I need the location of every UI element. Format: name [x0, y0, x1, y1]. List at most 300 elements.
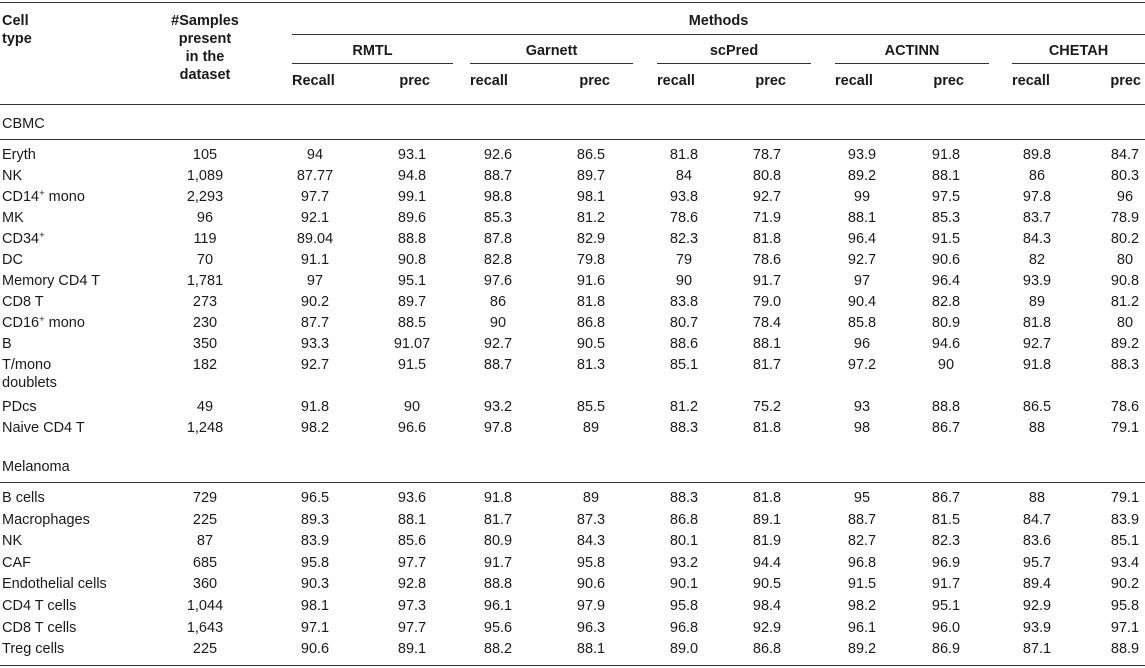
header-sub-recall: recall: [470, 73, 508, 89]
row-value: 97.7: [300, 189, 330, 205]
row-value: 93.1: [397, 147, 427, 163]
row-value: 81.2: [576, 210, 606, 226]
row-label: [2, 597, 76, 615]
row-value: 82.3: [669, 231, 699, 247]
row-value: 81.2: [669, 399, 699, 415]
row-value: 85.1: [1110, 533, 1140, 550]
row-value: 92.6: [483, 147, 513, 163]
row-value: 88.7: [483, 357, 513, 373]
row-value: 81.3: [576, 357, 606, 373]
row-value: 87.1: [1022, 641, 1052, 658]
row-value: 95.1: [931, 598, 961, 614]
row-samples: 70: [196, 252, 214, 268]
row-value: 93.4: [1110, 554, 1140, 571]
row-value: 78.6: [752, 252, 782, 268]
row-label-text: NK: [2, 533, 23, 550]
row-value: 81.5: [931, 511, 961, 528]
row-value: 88.3: [1110, 357, 1140, 373]
row-value: 85.8: [847, 315, 877, 331]
row-value: 93.9: [1022, 619, 1052, 636]
row-value: 95.8: [300, 554, 330, 571]
row-label-text: Naive CD4 T: [2, 420, 85, 436]
row-value: 88.1: [576, 641, 606, 658]
header-method-scpred: scPred: [709, 43, 759, 59]
row-value: 89.6: [397, 210, 427, 226]
row-label: [2, 356, 51, 374]
row-label: [2, 293, 44, 311]
row-value: 85.1: [669, 357, 699, 373]
row-value: 93.9: [847, 147, 877, 163]
row-label: [2, 489, 45, 507]
row-value: 80: [1116, 315, 1134, 331]
row-value: 92.1: [300, 210, 330, 226]
row-value: 92.9: [1022, 598, 1052, 614]
row-value: 90.5: [752, 576, 782, 593]
row-value: 81.7: [752, 357, 782, 373]
row-value: 78.7: [752, 147, 782, 163]
row-value: 96.3: [576, 619, 606, 636]
row-value: 85.3: [483, 210, 513, 226]
row-value: 90: [403, 399, 421, 415]
row-value: 89.0: [669, 641, 699, 658]
row-label-text: B: [2, 336, 12, 352]
row-value: 97.6: [483, 273, 513, 289]
row-label: [2, 230, 45, 248]
row-value: 95.1: [397, 273, 427, 289]
row-value: 96.0: [931, 619, 961, 636]
row-value: 88: [1028, 490, 1046, 506]
row-label-text: Macrophages: [2, 511, 90, 528]
method-underline-actinn: [835, 63, 989, 64]
top-rule: [0, 2, 1145, 3]
row-value: 90.3: [300, 576, 330, 593]
row-label: [2, 146, 36, 164]
row-value: 90: [489, 315, 507, 331]
row-value: 88.1: [752, 336, 782, 352]
row-label: [2, 619, 76, 637]
row-value: 89.2: [1110, 336, 1140, 352]
row-value: 96.9: [931, 554, 961, 571]
row-value: 79.8: [576, 252, 606, 268]
row-value: 87.3: [576, 511, 606, 528]
row-value: 97.8: [483, 420, 513, 436]
row-value: 97.8: [1022, 189, 1052, 205]
row-label-text: NK: [2, 168, 23, 184]
row-value: 84: [675, 168, 693, 184]
row-label-text: Treg cells: [2, 641, 65, 658]
row-value: 81.9: [752, 533, 782, 550]
row-value: 79.1: [1110, 490, 1140, 506]
row-value: 80: [1116, 252, 1134, 268]
row-label: [2, 335, 12, 353]
row-value: 97.3: [397, 598, 427, 614]
row-value: 80.8: [752, 168, 782, 184]
row-value: 96.5: [300, 490, 330, 506]
row-value: 99.1: [397, 189, 427, 205]
row-label: [2, 398, 37, 416]
row-value: 88.8: [483, 576, 513, 593]
row-value: 80.9: [931, 315, 961, 331]
header-samples-line1: #Samples: [171, 13, 239, 29]
header-sub-recall: Recall: [292, 73, 335, 89]
row-value: 81.2: [1110, 294, 1140, 310]
row-label: [2, 532, 22, 550]
row-value: 84.3: [576, 533, 606, 550]
row-value: 86: [489, 294, 507, 310]
row-value: 86.8: [576, 315, 606, 331]
row-value: 88.2: [483, 641, 513, 658]
row-value: 89: [582, 420, 600, 436]
row-value: 78.4: [752, 315, 782, 331]
row-value: 84.3: [1022, 231, 1052, 247]
row-value: 90.8: [397, 252, 427, 268]
row-value: 82: [1028, 252, 1046, 268]
row-samples: 1,248: [186, 420, 224, 436]
row-value: 94.6: [931, 336, 961, 352]
row-value: 82.3: [931, 533, 961, 550]
row-value: 87.8: [483, 231, 513, 247]
row-value: 90.4: [847, 294, 877, 310]
row-samples: 230: [192, 315, 218, 331]
row-value: 98.4: [752, 598, 782, 614]
row-value: 92.7: [300, 357, 330, 373]
row-value: 94.8: [397, 168, 427, 184]
row-value: 88: [1028, 420, 1046, 436]
row-value: 89.2: [847, 168, 877, 184]
row-samples: 273: [192, 294, 218, 310]
row-samples: 49: [196, 399, 214, 415]
row-label-text: MK: [2, 210, 24, 226]
header-sub-prec: prec: [933, 73, 964, 89]
row-value: 95.8: [1110, 598, 1140, 614]
row-value: 90.2: [300, 294, 330, 310]
section-title-melanoma: Melanoma: [2, 459, 70, 475]
row-value: 81.8: [1022, 315, 1052, 331]
header-method-chetah: CHETAH: [1048, 43, 1109, 59]
row-value: 80.7: [669, 315, 699, 331]
row-value: 96.8: [847, 554, 877, 571]
row-value: 92.7: [847, 252, 877, 268]
row-value: 97.9: [576, 598, 606, 614]
cbmc-section-rule: [0, 139, 1145, 140]
row-value: 79.0: [752, 294, 782, 310]
row-value: 92.8: [397, 576, 427, 593]
row-value: 97.1: [300, 619, 330, 636]
row-value: 89: [582, 490, 600, 506]
row-value: 86.9: [931, 641, 961, 658]
row-value: 90.6: [576, 576, 606, 593]
header-samples-line3: in the: [185, 49, 225, 65]
row-value: 82.8: [483, 252, 513, 268]
row-value: 91.5: [931, 231, 961, 247]
row-value: 93.2: [669, 554, 699, 571]
row-samples: 182: [192, 357, 218, 373]
row-value: 89: [1028, 294, 1046, 310]
row-value: 82.9: [576, 231, 606, 247]
row-value: 97.7: [397, 554, 427, 571]
row-value: 71.9: [752, 210, 782, 226]
row-value: 87.77: [296, 168, 334, 184]
row-samples: 360: [192, 576, 218, 593]
row-value: 98: [853, 420, 871, 436]
row-value: 92.7: [483, 336, 513, 352]
row-value: 96.6: [397, 420, 427, 436]
header-samples-line2: present: [178, 31, 232, 47]
row-value: 85.3: [931, 210, 961, 226]
row-label-text: CD34: [2, 231, 40, 247]
row-value: 91.8: [1022, 357, 1052, 373]
row-label-text: CD8 T cells: [2, 619, 77, 636]
row-label: [2, 251, 23, 269]
row-value: 93.8: [669, 189, 699, 205]
row-value: 89.1: [752, 511, 782, 528]
row-value: 85.5: [576, 399, 606, 415]
header-cell-type-line2: type: [2, 31, 32, 47]
row-value: 88.8: [931, 399, 961, 415]
row-value: 90.8: [1110, 273, 1140, 289]
row-value: 93.6: [397, 490, 427, 506]
header-methods: Methods: [688, 13, 749, 29]
row-value: 84.7: [1022, 511, 1052, 528]
row-value: 88.6: [669, 336, 699, 352]
row-label-text: CD16: [2, 315, 40, 331]
row-value: 88.1: [931, 168, 961, 184]
row-value: 95.8: [669, 598, 699, 614]
row-value: 98.1: [576, 189, 606, 205]
row-value: 98.2: [300, 420, 330, 436]
header-sub-prec: prec: [755, 73, 786, 89]
row-label-text: CAF: [2, 554, 31, 571]
row-samples: 685: [192, 554, 218, 571]
melanoma-section-rule: [0, 482, 1145, 483]
row-samples: 1,089: [186, 168, 224, 184]
row-value: 90.1: [669, 576, 699, 593]
row-value: 85.6: [397, 533, 427, 550]
row-value: 78.6: [669, 210, 699, 226]
row-samples: 96: [196, 210, 214, 226]
row-value: 89.4: [1022, 576, 1052, 593]
row-value: 79: [675, 252, 693, 268]
row-value: 86.7: [931, 490, 961, 506]
row-value: 94: [306, 147, 324, 163]
row-samples: 225: [192, 511, 218, 528]
row-label-text: T/mono: [2, 357, 52, 373]
row-value: 97.1: [1110, 619, 1140, 636]
row-value: 90.6: [931, 252, 961, 268]
row-value: 79.1: [1110, 420, 1140, 436]
row-label-text: Memory CD4 T: [2, 273, 101, 289]
row-label-superscript: +: [39, 230, 45, 241]
row-label: [2, 167, 22, 185]
row-value: 94.4: [752, 554, 782, 571]
row-value: 88.8: [397, 231, 427, 247]
method-underline-rmtl: [292, 63, 453, 64]
row-samples: 1,781: [186, 273, 224, 289]
row-value: 91.5: [397, 357, 427, 373]
row-value: 91.8: [483, 490, 513, 506]
row-value: 91.5: [847, 576, 877, 593]
row-value: 88.5: [397, 315, 427, 331]
row-value: 86: [1028, 168, 1046, 184]
row-value: 81.8: [752, 420, 782, 436]
header-sub-prec: prec: [579, 73, 610, 89]
row-value: 89.1: [397, 641, 427, 658]
row-value: 88.7: [483, 168, 513, 184]
row-value: 90.6: [300, 641, 330, 658]
row-value: 87.7: [300, 315, 330, 331]
header-method-actinn: ACTINN: [884, 43, 940, 59]
row-samples: 87: [196, 533, 214, 550]
row-value: 93.3: [300, 336, 330, 352]
row-label: [2, 419, 85, 437]
row-label-text: Eryth: [2, 147, 36, 163]
row-label: [2, 188, 85, 206]
row-value: 96: [1116, 189, 1134, 205]
row-label-superscript: +: [39, 188, 45, 199]
row-label: [2, 209, 24, 227]
row-value: 83.7: [1022, 210, 1052, 226]
row-value: 91.1: [300, 252, 330, 268]
row-value: 88.1: [397, 511, 427, 528]
row-value: 78.6: [1110, 399, 1140, 415]
row-value: 93: [853, 399, 871, 415]
row-value: 92.7: [752, 189, 782, 205]
row-samples: 1,044: [186, 598, 224, 614]
row-value: 82.7: [847, 533, 877, 550]
header-cell-type-line1: Cell: [2, 13, 29, 29]
header-method-garnett: Garnett: [525, 43, 578, 59]
section-title-cbmc: CBMC: [2, 116, 45, 132]
row-value: 88.7: [847, 511, 877, 528]
header-method-rmtl: RMTL: [352, 43, 393, 59]
method-underline-chetah: [1012, 63, 1145, 64]
row-value: 90.5: [576, 336, 606, 352]
row-label-suffix: mono: [44, 189, 85, 205]
row-value: 86.5: [1022, 399, 1052, 415]
row-value: 99: [853, 189, 871, 205]
bottom-rule: [0, 665, 1145, 666]
header-samples-line4: dataset: [179, 67, 231, 83]
row-label: [2, 511, 90, 529]
row-value: 98.2: [847, 598, 877, 614]
row-value: 98.8: [483, 189, 513, 205]
row-value: 89.2: [847, 641, 877, 658]
header-sub-recall: recall: [835, 73, 873, 89]
row-value: 97: [306, 273, 324, 289]
row-value: 96.1: [847, 619, 877, 636]
row-label-text: PDcs: [2, 399, 37, 415]
row-label: [2, 640, 64, 658]
header-sub-prec: prec: [1110, 73, 1141, 89]
row-value: 96.1: [483, 598, 513, 614]
row-label: [2, 272, 100, 290]
row-value: 91.8: [931, 147, 961, 163]
row-value: 80.9: [483, 533, 513, 550]
header-sub-recall: recall: [657, 73, 695, 89]
row-value: 80.2: [1110, 231, 1140, 247]
method-underline-garnett: [470, 63, 633, 64]
header-sub-recall: recall: [1012, 73, 1050, 89]
row-samples: 1,643: [186, 619, 224, 636]
row-label: [2, 575, 107, 593]
row-value: 83.6: [1022, 533, 1052, 550]
row-value: 93.2: [483, 399, 513, 415]
row-value: 91.7: [483, 554, 513, 571]
row-value: 91.07: [393, 336, 431, 352]
row-samples: 2,293: [186, 189, 224, 205]
row-value: 90: [937, 357, 955, 373]
row-value: 97: [853, 273, 871, 289]
row-value: 78.9: [1110, 210, 1140, 226]
row-samples: 119: [193, 231, 217, 247]
row-samples: 225: [192, 641, 218, 658]
row-value: 96.8: [669, 619, 699, 636]
row-value: 88.1: [847, 210, 877, 226]
row-label-text: CD14: [2, 189, 40, 205]
row-label-text: Endothelial cells: [2, 576, 107, 593]
row-value: 81.8: [752, 231, 782, 247]
row-value: 93.9: [1022, 273, 1052, 289]
row-value: 89.7: [397, 294, 427, 310]
row-label-suffix: mono: [44, 315, 85, 331]
row-value: 75.2: [752, 399, 782, 415]
row-value: 89.7: [576, 168, 606, 184]
row-value: 88.3: [669, 490, 699, 506]
row-value: 98.1: [300, 598, 330, 614]
row-value: 96.4: [847, 231, 877, 247]
row-value: 95.8: [576, 554, 606, 571]
row-value: 88.3: [669, 420, 699, 436]
row-value: 95.7: [1022, 554, 1052, 571]
header-bottom-rule: [0, 104, 1145, 105]
row-value: 95.6: [483, 619, 513, 636]
row-value: 90.2: [1110, 576, 1140, 593]
row-value: 88.9: [1110, 641, 1140, 658]
row-value: 97.2: [847, 357, 877, 373]
row-value: 92.7: [1022, 336, 1052, 352]
row-value: 82.8: [931, 294, 961, 310]
row-value: 91.7: [752, 273, 782, 289]
row-samples: 729: [192, 490, 218, 506]
row-value: 86.8: [752, 641, 782, 658]
row-value: 89.8: [1022, 147, 1052, 163]
row-value: 97.5: [931, 189, 961, 205]
row-value: 86.7: [931, 420, 961, 436]
row-value: 86.5: [576, 147, 606, 163]
row-value: 92.9: [752, 619, 782, 636]
row-value: 90: [675, 273, 693, 289]
row-value: 96: [853, 336, 871, 352]
row-value: 96.4: [931, 273, 961, 289]
row-value: 91.7: [931, 576, 961, 593]
row-label: [2, 554, 31, 572]
row-label: [2, 314, 85, 332]
row-samples: 350: [192, 336, 218, 352]
row-value: 81.7: [483, 511, 513, 528]
row-value: 83.9: [300, 533, 330, 550]
row-value: 86.8: [669, 511, 699, 528]
row-value: 97.7: [397, 619, 427, 636]
row-samples: 105: [192, 147, 218, 163]
row-label-text: CD8 T: [2, 294, 44, 310]
row-label-text: DC: [2, 252, 23, 268]
row-label-text: CD4 T cells: [2, 598, 77, 614]
method-underline-scpred: [657, 63, 811, 64]
row-value: 95: [853, 490, 871, 506]
row-value: 84.7: [1110, 147, 1140, 163]
row-value: 91.6: [576, 273, 606, 289]
row-value: 89.04: [296, 231, 334, 247]
